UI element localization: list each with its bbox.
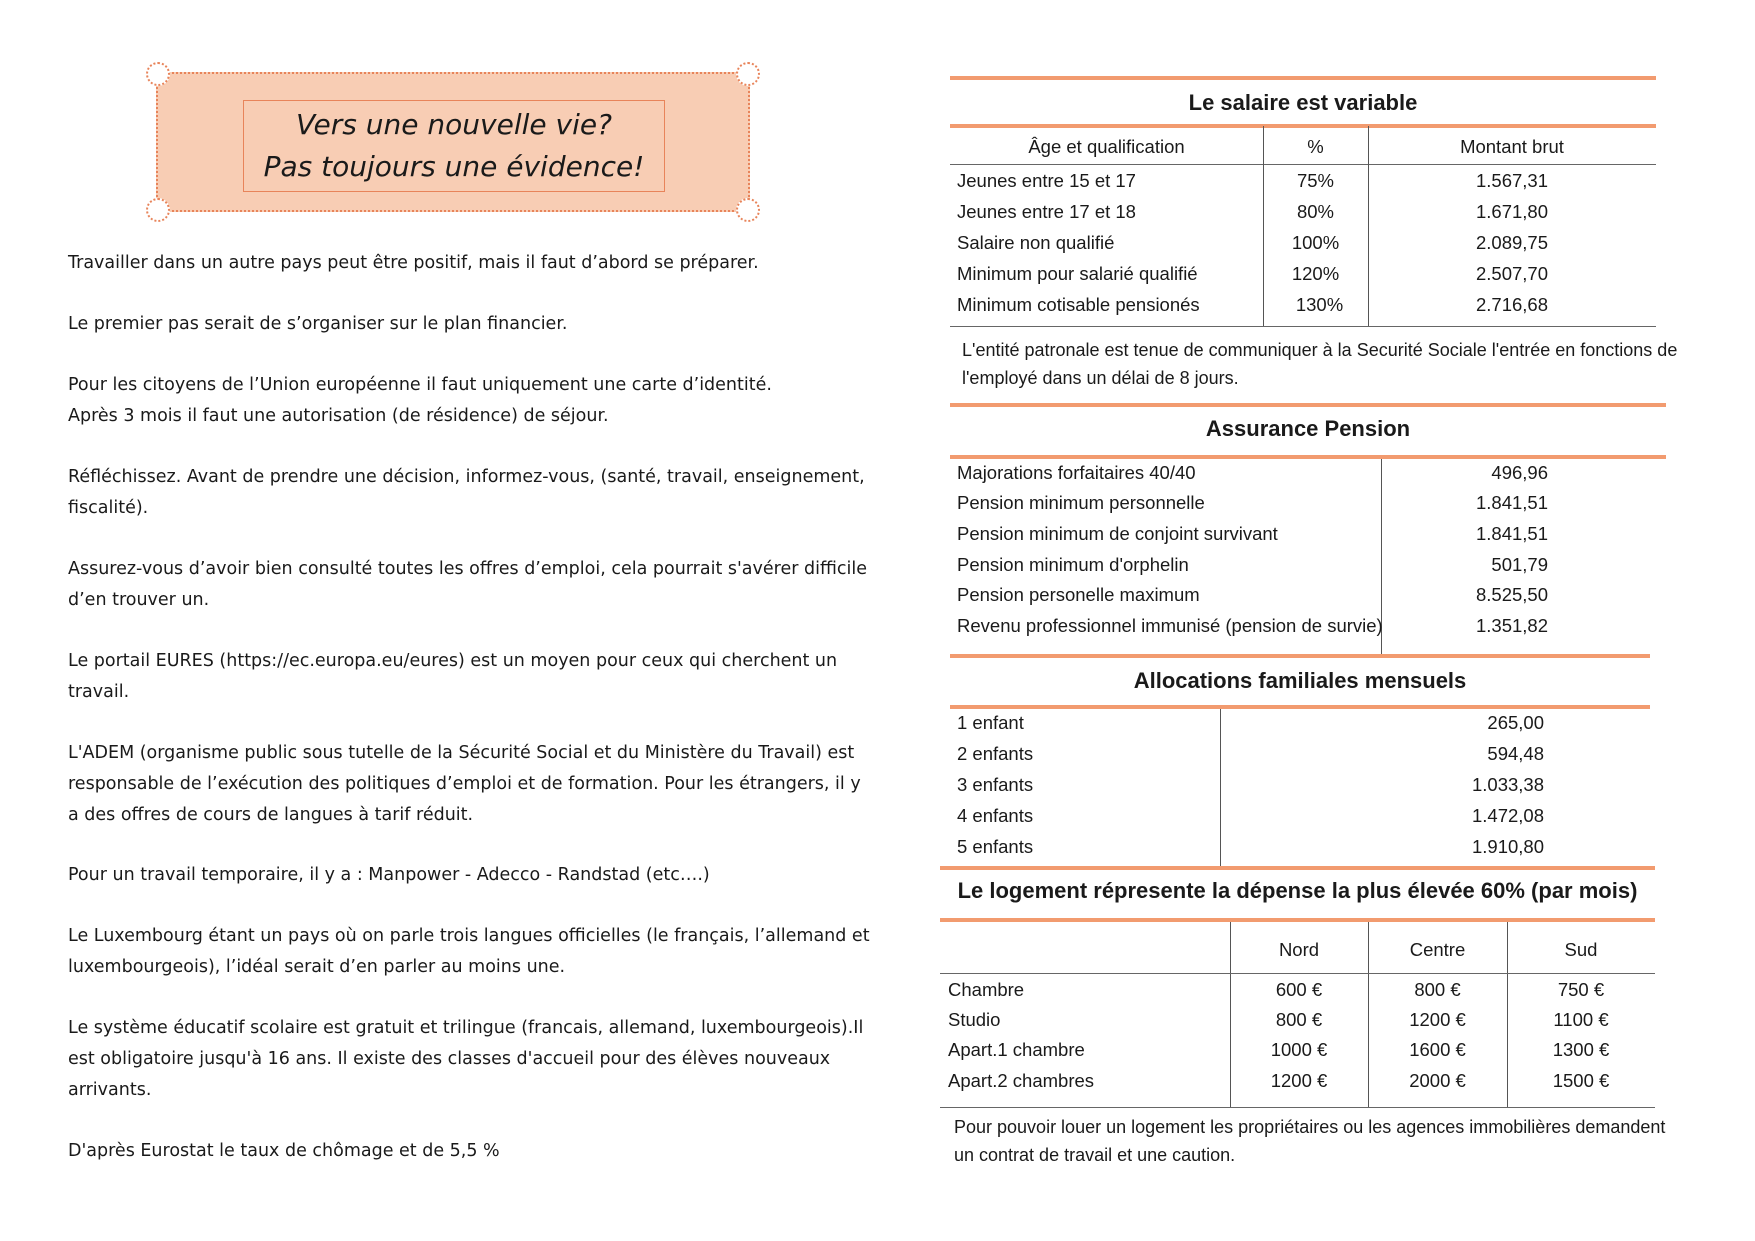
- section-rule: [940, 866, 1655, 870]
- badge-corner: [146, 198, 170, 222]
- salaire-title: Le salaire est variable: [1188, 90, 1418, 115]
- allocations-label: 4 enfants: [957, 805, 1034, 826]
- section-rule: [950, 705, 1650, 709]
- paragraph-line: D'après Eurostat le taux de chômage et de 5,5 %: [68, 1141, 500, 1161]
- salaire-label: Minimum pour salarié qualifié: [957, 263, 1198, 284]
- logement-label: Chambre: [948, 979, 1025, 1000]
- allocations-amount: 1.033,38: [1471, 774, 1544, 795]
- paragraph-line: luxembourgeois), l’idéal serait d’en parler au moins une.: [68, 957, 566, 977]
- salaire-label: Salaire non qualifié: [957, 232, 1115, 253]
- logement-price: 750 €: [1557, 979, 1605, 1000]
- logement-price: 1600 €: [1409, 1039, 1466, 1060]
- pension-label: Revenu professionnel immunisé (pension de survie): [957, 615, 1383, 636]
- logement-label: Apart.1 chambre: [948, 1039, 1085, 1060]
- section-rule: [950, 455, 1666, 459]
- paragraph-line: Pour les citoyens de l’Union européenne il faut uniquement une carte d’identité.: [68, 375, 772, 395]
- badge-title-line: Pas toujours une évidence!: [263, 150, 645, 183]
- paragraph-line: Assurez-vous d’avoir bien consulté toutes les offres d’emploi, cela pourrait s'avérer difficile: [68, 559, 867, 579]
- salaire-percent: 75%: [1296, 170, 1335, 191]
- salaire-note: L'entité patronale est tenue de communiquer à la Securité Sociale l'entrée en fonctions de: [962, 340, 1678, 360]
- table-divider: [950, 164, 1656, 165]
- table-divider: [940, 973, 1655, 974]
- badge-title-box: [243, 100, 665, 192]
- paragraph-line: Après 3 mois il faut une autorisation (de résidence) de séjour.: [68, 406, 609, 426]
- salaire-header: Âge et qualification: [1028, 136, 1185, 157]
- salaire-percent: 120%: [1291, 263, 1340, 284]
- paragraph-line: travail.: [68, 682, 130, 702]
- logement-header: Sud: [1564, 939, 1598, 960]
- table-divider: [940, 1107, 1655, 1108]
- salaire-amount: 1.671,80: [1475, 201, 1548, 222]
- salaire-label: Jeunes entre 17 et 18: [957, 201, 1136, 222]
- logement-header: Nord: [1278, 939, 1320, 960]
- allocations-amount: 594,48: [1487, 743, 1544, 764]
- pension-label: Pension minimum de conjoint survivant: [957, 523, 1278, 544]
- logement-header: Centre: [1409, 939, 1466, 960]
- paragraph-line: Le premier pas serait de s’organiser sur le plan financier.: [68, 314, 568, 334]
- paragraph-line: responsable de l’exécution des politiques d’emploi et de formation. Pour les étrangers, il y: [68, 774, 861, 794]
- paragraph-line: Le système éducatif scolaire est gratuit et trilingue (francais, allemand, luxembourgeois).Il: [68, 1018, 864, 1038]
- salaire-amount: 2.089,75: [1475, 232, 1548, 253]
- badge-corner: [736, 198, 760, 222]
- pension-label: Majorations forfaitaires 40/40: [957, 462, 1196, 483]
- paragraph-line: L'ADEM (organisme public sous tutelle de la Sécurité Social et du Ministère du Travail) est: [68, 743, 855, 763]
- paragraph-line: Travailler dans un autre pays peut être positif, mais il faut d’abord se préparer.: [68, 253, 759, 273]
- allocations-label: 3 enfants: [957, 774, 1034, 795]
- salaire-percent: 80%: [1296, 201, 1335, 222]
- logement-price: 1200 €: [1270, 1070, 1328, 1091]
- logement-price: 1000 €: [1270, 1039, 1328, 1060]
- allocations-amount: 1.910,80: [1471, 836, 1544, 857]
- salaire-amount: 2.716,68: [1475, 294, 1548, 315]
- pension-amount: 501,79: [1491, 554, 1548, 575]
- logement-label: Studio: [948, 1009, 1001, 1030]
- paragraph-line: Réfléchissez. Avant de prendre une décision, informez-vous, (santé, travail, enseignement,: [68, 467, 865, 487]
- salaire-header: %: [1307, 136, 1324, 157]
- pension-amount: 496,96: [1491, 462, 1548, 483]
- logement-price: 1100 €: [1553, 1009, 1609, 1030]
- table-divider: [950, 326, 1656, 327]
- salaire-header: Montant brut: [1460, 136, 1564, 157]
- pension-amount: 8.525,50: [1475, 584, 1548, 605]
- badge-corner: [146, 62, 170, 86]
- logement-note: Pour pouvoir louer un logement les propriétaires ou les agences immobilières demandent: [954, 1117, 1666, 1137]
- pension-label: Pension minimum personnelle: [957, 492, 1205, 513]
- section-rule: [950, 76, 1656, 80]
- paragraph-line: d’en trouver un.: [68, 590, 210, 610]
- allocations-label: 2 enfants: [957, 743, 1034, 764]
- salaire-amount: 1.567,31: [1475, 170, 1548, 191]
- logement-price: 1200 €: [1409, 1009, 1466, 1030]
- pension-label: Pension minimum d'orphelin: [957, 554, 1189, 575]
- logement-price: 1300 €: [1552, 1039, 1610, 1060]
- salaire-note: l'employé dans un délai de 8 jours.: [962, 368, 1239, 388]
- badge-corner: [736, 62, 760, 86]
- salaire-amount: 2.507,70: [1475, 263, 1548, 284]
- allocations-label: 1 enfant: [957, 712, 1024, 733]
- logement-price: 600 €: [1275, 979, 1323, 1000]
- pension-amount: 1.351,82: [1475, 615, 1548, 636]
- section-rule: [940, 918, 1655, 922]
- paragraph-line: Le Luxembourg étant un pays où on parle trois langues officielles (le français, l’allemand et: [68, 926, 870, 946]
- badge-title-line: Vers une nouvelle vie?: [296, 108, 612, 141]
- logement-note: un contrat de travail et une caution.: [954, 1145, 1236, 1165]
- salaire-label: Minimum cotisable pensionés: [957, 294, 1200, 315]
- logement-title: Le logement répresente la dépense la plus élevée 60% (par mois): [957, 878, 1638, 903]
- paragraph-line: est obligatoire jusqu'à 16 ans. Il existe des classes d'accueil pour des élèves nouveaux: [68, 1049, 831, 1069]
- pension-amount: 1.841,51: [1475, 523, 1548, 544]
- section-rule: [950, 403, 1666, 407]
- pension-title: Assurance Pension: [1205, 416, 1411, 441]
- pension-amount: 1.841,51: [1475, 492, 1548, 513]
- allocations-label: 5 enfants: [957, 836, 1034, 857]
- paragraph-line: fiscalité).: [68, 498, 149, 518]
- paragraph-line: Le portail EURES (https://ec.europa.eu/eures) est un moyen pour ceux qui cherchent un: [68, 651, 838, 671]
- salaire-percent: 100%: [1291, 232, 1340, 253]
- section-rule: [950, 654, 1650, 658]
- allocations-title: Allocations familiales mensuels: [1133, 668, 1467, 693]
- paragraph-line: arrivants.: [68, 1080, 152, 1100]
- logement-price: 800 €: [1414, 979, 1461, 1000]
- logement-label: Apart.2 chambres: [948, 1070, 1095, 1091]
- paragraph-line: Pour un travail temporaire, il y a : Manpower - Adecco - Randstad (etc….): [68, 865, 710, 885]
- salaire-label: Jeunes entre 15 et 17: [957, 170, 1136, 191]
- section-rule: [950, 124, 1656, 128]
- paragraph-line: a des offres de cours de langues à tarif réduit.: [68, 805, 474, 825]
- logement-price: 2000 €: [1409, 1070, 1466, 1091]
- allocations-amount: 1.472,08: [1471, 805, 1544, 826]
- salaire-percent: 130%: [1295, 294, 1344, 315]
- logement-price: 1500 €: [1552, 1070, 1610, 1091]
- logement-price: 800 €: [1275, 1009, 1323, 1030]
- pension-label: Pension personelle maximum: [957, 584, 1200, 605]
- allocations-amount: 265,00: [1487, 712, 1544, 733]
